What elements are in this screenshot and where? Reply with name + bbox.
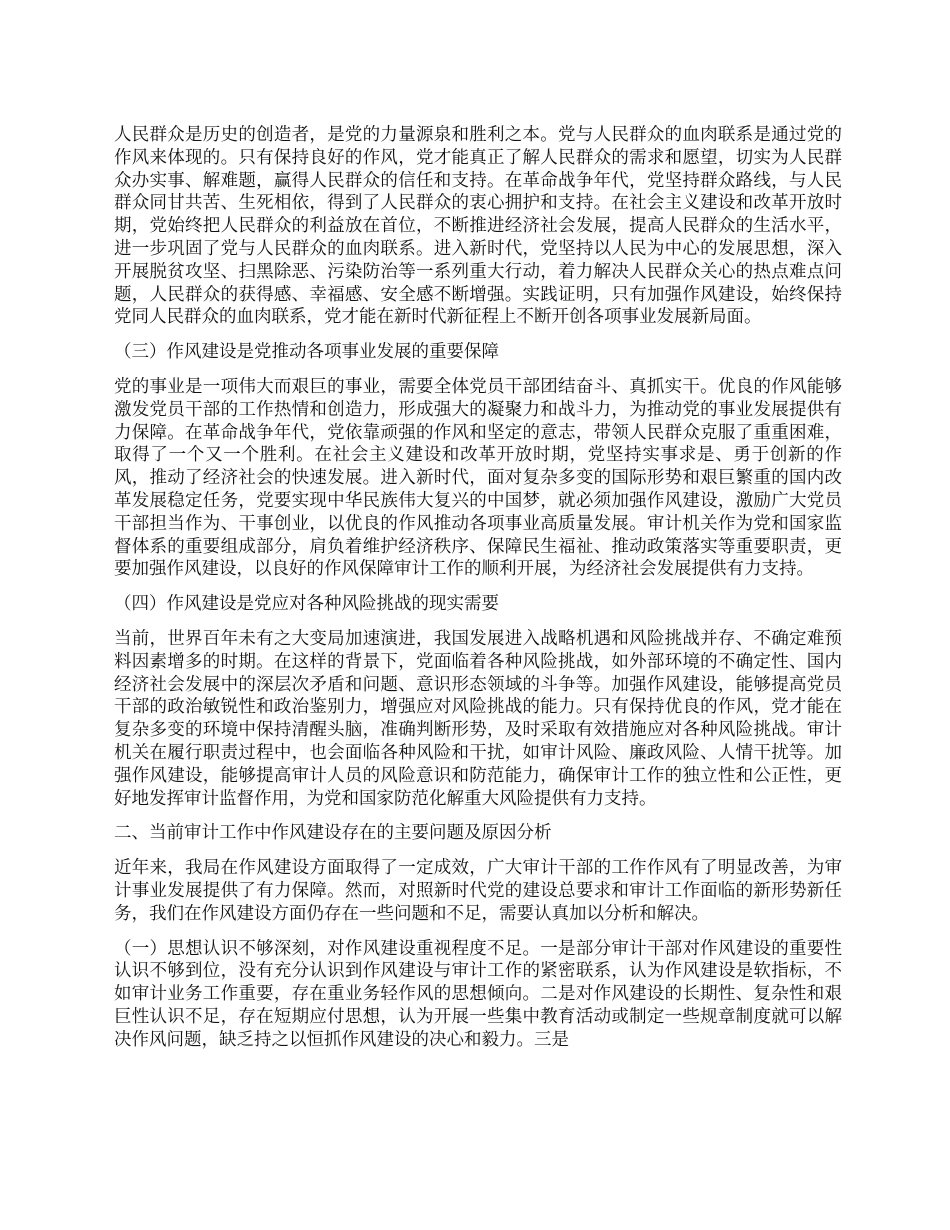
paragraph-party-cause: 党的事业是一项伟大而艰巨的事业，需要全体党员干部团结奋斗、真抓实干。优良的作风能够激发党员干部的工作热情和创造力，形成强大的凝聚力和战斗力，为推动党的事业发展提供有力保障。在革命战争年代，党依靠顽强的作风和坚定的意志，带领人民群众克服了重重困难，取得了一个又一个胜利。在社会主义建设和改革开放时期，党坚持实事求是、勇于创新的作风，推动了经济社会的快速发展。进入新时代，面对复杂多变的国际形势和艰巨繁重的国内改革发展稳定任务，党要实现中华民族伟大复兴的中国梦，就必须加强作风建设，激励广大党员干部担当作为、干事创业，以优良的作风推动各项事业高质量发展。审计机关作为党和国家监督体系的重要组成部分，肩负着维护经济秩序、保障民生福祉、推动政策落实等重要职责，更要加强作风建设，以良好的作风保障审计工作的顺利开展，为经济社会发展提供有力支持。 <box>114 376 842 580</box>
document-body <box>114 124 842 1063</box>
paragraph-issue-1: （一）思想认识不够深刻，对作风建设重视程度不足。一是部分审计干部对作风建设的重要性认识不够到位，没有充分认识到作风建设与审计工作的紧密联系，认为作风建设是软指标，不如审计业务工作重要，存在重业务轻作风的思想倾向。二是对作风建设的长期性、复杂性和艰巨性认识不足，存在短期应付思想，认为开展一些集中教育活动或制定一些规章制度就可以解决作风问题，缺乏持之以恒抓作风建设的决心和毅力。三是 <box>114 938 842 1050</box>
section-heading-4: （四）作风建设是党应对各种风险挑战的现实需要 <box>114 594 499 615</box>
paragraph-risk-challenges: 当前，世界百年未有之大变局加速演进，我国发展进入战略机遇和风险挑战并存、不确定难预料因素增多的时期。在这样的背景下，党面临着各种风险挑战，如外部环境的不确定性、国内经济社会发展中的深层次矛盾和问题、意识形态领域的斗争等。加强作风建设，能够提高党员干部的政治敏锐性和政治鉴别力，增强应对风险挑战的能力。只有保持优良的作风，党才能在复杂多变的环境中保持清醒头脑，准确判断形势，及时采取有效措施应对各种风险挑战。审计机关在履行职责过程中，也会面临各种风险和干扰，如审计风险、廉政风险、人情干扰等。加强作风建设，能够提高审计人员的风险意识和防范能力，确保审计工作的独立性和公正性，更好地发挥审计监督作用，为党和国家防范化解重大风险提供有力支持。 <box>114 628 842 809</box>
paragraph-recent-years: 近年来，我局在作风建设方面取得了一定成效，广大审计干部的工作作风有了明显改善，为审计事业发展提供了有力保障。然而，对照新时代党的建设总要求和审计工作面临的新形势新任务，我们在作风建设方面仍存在一些问题和不足，需要认真加以分析和解决。 <box>114 858 842 924</box>
chapter-heading-2: 二、当前审计工作中作风建设存在的主要问题及原因分析 <box>114 823 552 844</box>
paragraph-people-masses: 人民群众是历史的创造者，是党的力量源泉和胜利之本。党与人民群众的血肉联系是通过党的作风来体现的。只有保持良好的作风，党才能真正了解人民群众的需求和愿望，切实为人民群众办实事、解难题，赢得人民群众的信任和支持。在革命战争年代，党坚持群众路线，与人民群众同甘共苦、生死相依，得到了人民群众的衷心拥护和支持。在社会主义建设和改革开放时期，党始终把人民群众的利益放在首位，不断推进经济社会发展，提高人民群众的生活水平，进一步巩固了党与人民群众的血肉联系。进入新时代，党坚持以人民为中心的发展思想，深入开展脱贫攻坚、扫黑除恶、污染防治等一系列重大行动，着力解决人民群众关心的热点难点问题，人民群众的获得感、幸福感、安全感不断增强。实践证明，只有加强作风建设，始终保持党同人民群众的血肉联系，党才能在新时代新征程上不断开创各项事业发展新局面。 <box>114 125 842 328</box>
section-heading-3: （三）作风建设是党推动各项事业发展的重要保障 <box>114 342 499 363</box>
